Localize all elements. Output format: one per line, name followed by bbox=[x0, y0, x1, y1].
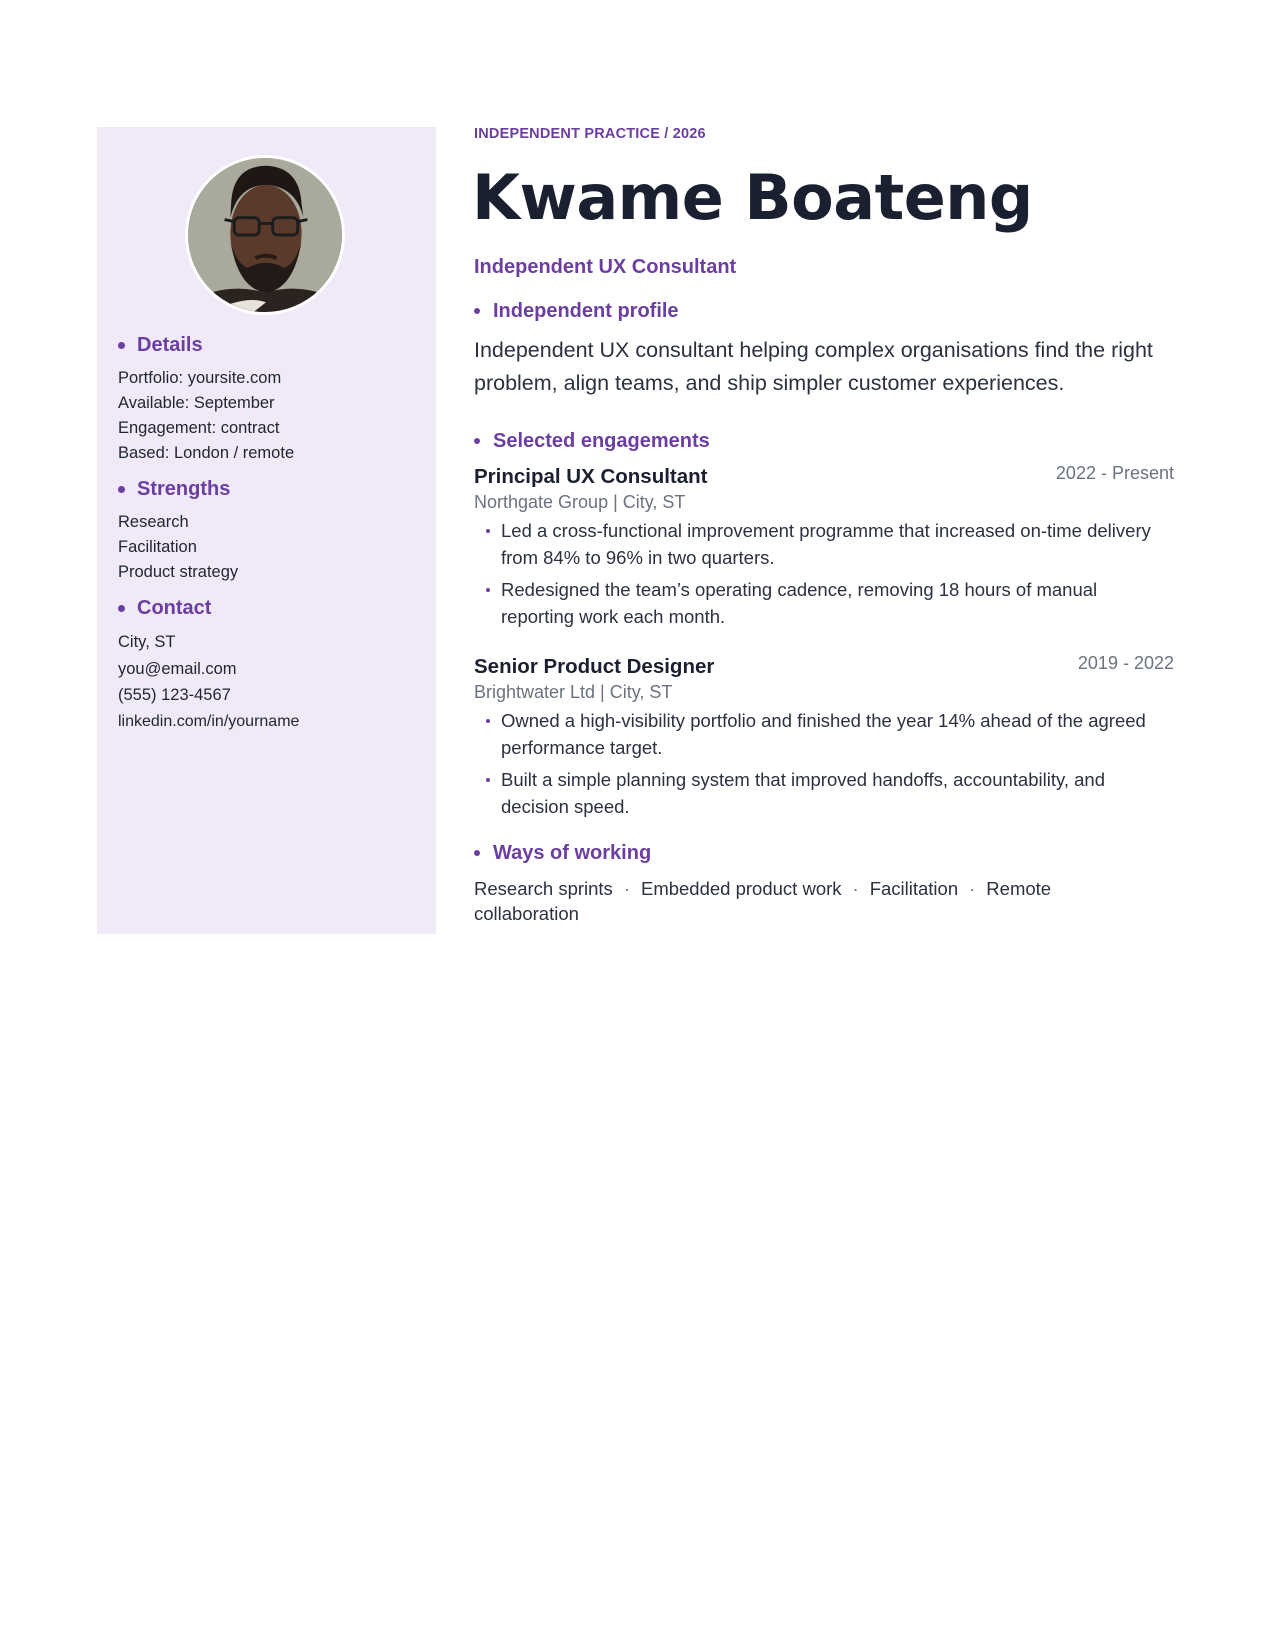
job-entry bbox=[474, 465, 1174, 635]
page-title: Kwame Boateng bbox=[472, 161, 1033, 234]
separator-dot: · bbox=[969, 878, 976, 899]
contact-section bbox=[118, 596, 418, 735]
portrait-photo-icon bbox=[188, 158, 342, 312]
details-section bbox=[118, 333, 418, 466]
job-org: Northgate Group | City, ST bbox=[474, 492, 686, 512]
ways-item: Remote collaboration bbox=[474, 878, 1052, 924]
ways-list bbox=[474, 876, 1114, 926]
engagements-heading: Selected engagements bbox=[474, 429, 710, 453]
strength-item: Product strategy bbox=[118, 563, 239, 581]
job-bullets bbox=[474, 517, 1174, 630]
job-bullets bbox=[474, 707, 1174, 820]
contact-heading: Contact bbox=[118, 596, 418, 620]
role-title: Independent UX Consultant bbox=[474, 256, 737, 278]
separator-dot: · bbox=[623, 878, 630, 899]
contact-city: City, ST bbox=[118, 633, 176, 651]
bullet-dot-icon bbox=[474, 850, 480, 856]
ways-item: Research sprints bbox=[474, 878, 613, 899]
separator-dot: · bbox=[852, 878, 859, 899]
list-item: Owned a high-visibility portfolio and finished the year 14% ahead of the agreed performance target. bbox=[474, 707, 1174, 761]
ways-item: Embedded product work bbox=[640, 878, 842, 899]
bullet-dot-icon bbox=[118, 342, 125, 349]
eyebrow-label: INDEPENDENT PRACTICE / 2026 bbox=[474, 126, 706, 142]
details-heading: Details bbox=[118, 333, 418, 357]
detail-based: Based: London / remote bbox=[118, 444, 295, 462]
list-item: Built a simple planning system that improved handoffs, accountability, and decision speed. bbox=[474, 766, 1174, 820]
strengths-heading: Strengths bbox=[118, 477, 418, 501]
list-item: Redesigned the team’s operating cadence, removing 18 hours of manual reporting work each month. bbox=[474, 576, 1174, 630]
bullet-dot-icon bbox=[474, 308, 480, 314]
detail-engagement: Engagement: contract bbox=[118, 419, 280, 437]
bullet-dot-icon bbox=[118, 486, 125, 493]
contact-linkedin[interactable]: linkedin.com/in/yourname bbox=[118, 712, 300, 730]
ways-item: Facilitation bbox=[869, 878, 959, 899]
ways-heading: Ways of working bbox=[474, 841, 651, 865]
job-date: 2019 - 2022 bbox=[1077, 653, 1174, 673]
job-title: Principal UX Consultant bbox=[474, 465, 708, 488]
profile-text: Independent UX consultant helping complex organisations find the right problem, align teams, and ship simpler customer experiences. bbox=[474, 338, 1153, 395]
sidebar bbox=[97, 127, 436, 934]
profile-photo bbox=[185, 155, 345, 315]
strength-item: Facilitation bbox=[118, 538, 197, 556]
list-item: Led a cross-functional improvement programme that increased on-time delivery from 84% to 96% in two quarters. bbox=[474, 517, 1174, 571]
strengths-section bbox=[118, 477, 418, 585]
strength-item: Research bbox=[118, 513, 189, 531]
bullet-dot-icon bbox=[118, 605, 125, 612]
job-date: 2022 - Present bbox=[1055, 463, 1174, 483]
bullet-dot-icon bbox=[474, 438, 480, 444]
contact-phone[interactable]: (555) 123-4567 bbox=[118, 686, 231, 704]
profile-heading: Independent profile bbox=[474, 299, 679, 323]
job-entry bbox=[474, 655, 1174, 825]
job-title: Senior Product Designer bbox=[474, 655, 715, 678]
detail-portfolio: Portfolio: yoursite.com bbox=[118, 369, 282, 387]
contact-email[interactable]: you@email.com bbox=[118, 659, 237, 678]
job-org: Brightwater Ltd | City, ST bbox=[474, 682, 673, 702]
detail-available: Available: September bbox=[118, 394, 275, 412]
